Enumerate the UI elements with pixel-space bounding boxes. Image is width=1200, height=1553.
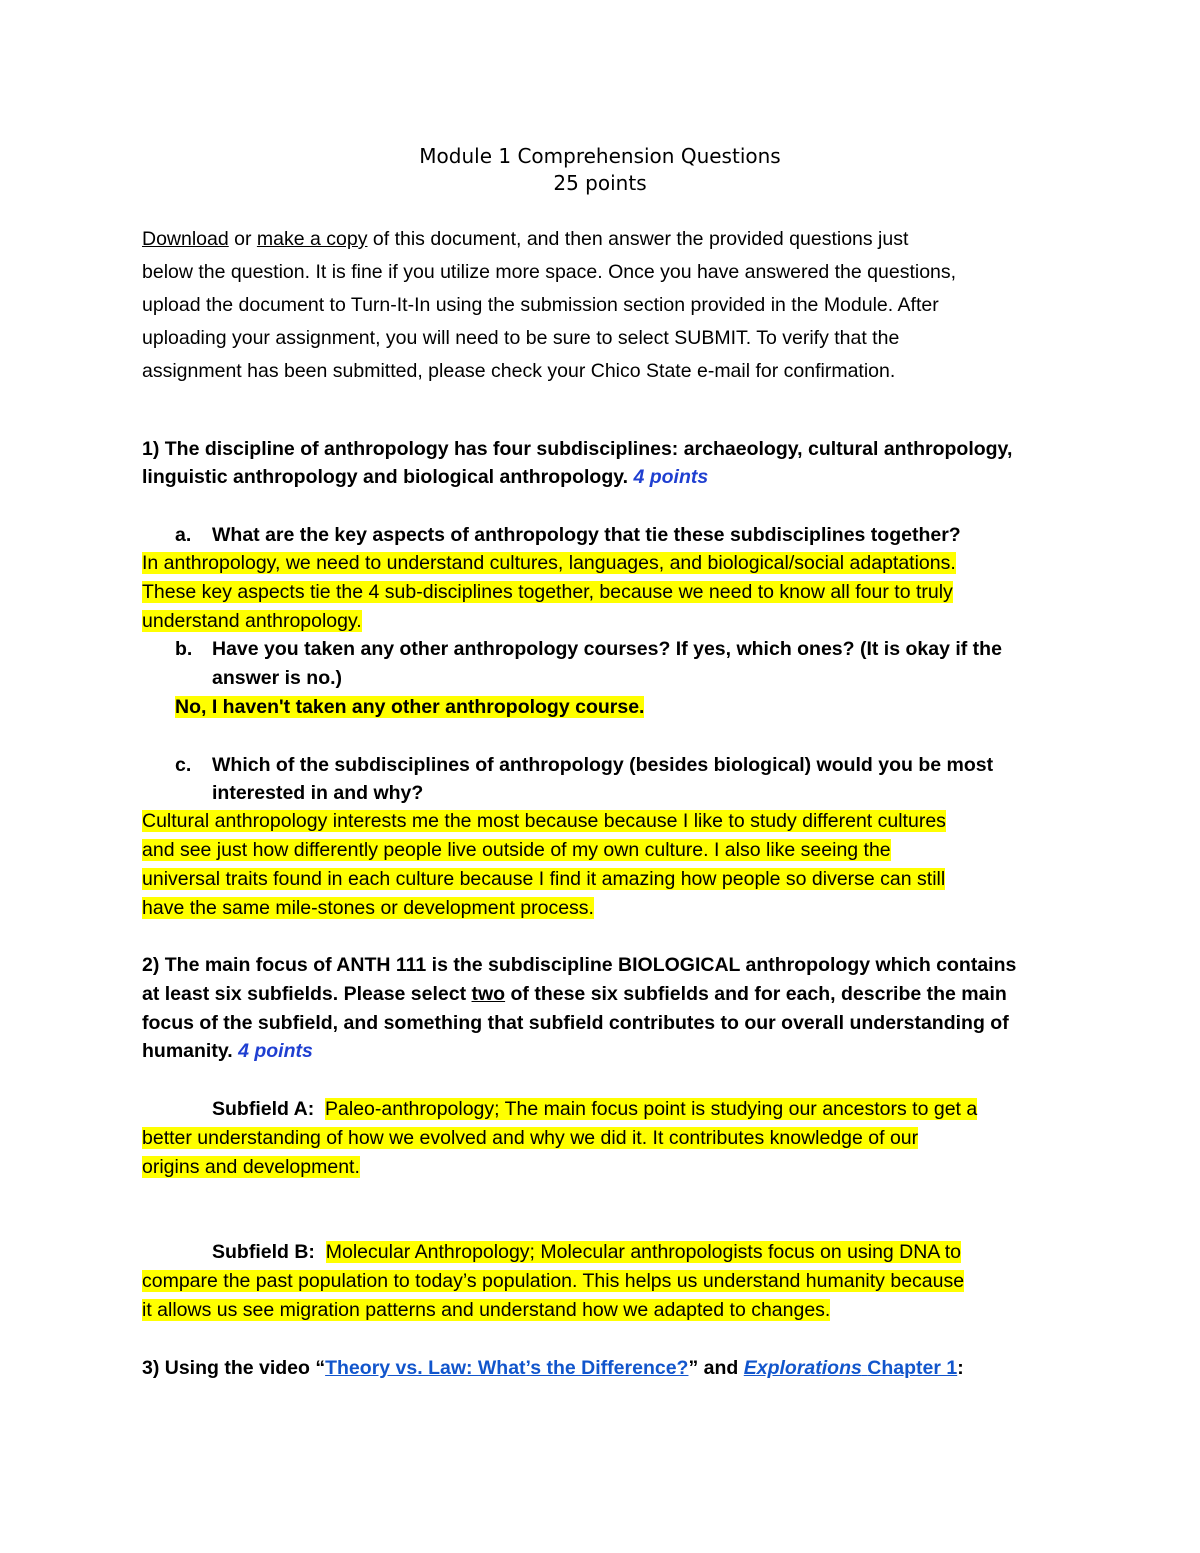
subfield-a-answer-text-2: better understanding of how we evolved and why we did it. It contributes knowledge of our [142,1127,919,1149]
q1a-answer-line-3 [142,608,362,634]
q1c-marker: c. [175,754,192,776]
q2-line-1: 2) The main focus of ANTH 111 is the subdiscipline BIOLOGICAL anthropology which contains [142,954,1017,976]
intro-line-4: uploading your assignment, you will need to be sure to select SUBMIT. To verify that the [142,327,900,349]
q2-line-3: focus of the subfield, and something that subfield contributes to our overall understanding of [142,1012,1009,1034]
q1b-answer-text: No, I haven't taken any other anthropology course. [175,696,645,718]
q3-line [142,1355,964,1381]
q1c-answer-text-2: and see just how differently people live outside of my own culture. I also like seeing the [142,839,891,861]
q1-line-1: 1) The discipline of anthropology has four subdisciplines: archaeology, cultural anthropology, [142,438,1013,460]
q1-line-2-text: linguistic anthropology and biological anthropology. [142,466,629,488]
q1a-marker: a. [175,524,192,546]
q1c-answer-text-3: universal traits found in each culture because I find it amazing how people so diverse can still [142,868,946,890]
q1b-question-line-1: Have you taken any other anthropology courses? If yes, which ones? (It is okay if the [212,638,1002,660]
download-link[interactable]: Download [142,228,229,250]
q1c-answer-line-3 [142,866,945,892]
intro-or: or [234,228,252,250]
q1a-answer-text-1: In anthropology, we need to understand cultures, languages, and biological/social adaptations. [142,552,956,574]
q2-subfield-a-line-1 [212,1096,977,1122]
q1-points: 4 points [633,466,709,488]
q1c-answer-line-2 [142,837,891,863]
subfield-b-answer-text-1: Molecular Anthropology; Molecular anthropologists focus on using DNA to [325,1241,961,1263]
q1c-answer-line-4 [142,895,594,921]
subfield-a-answer-text-1: Paleo-anthropology; The main focus point is studying our ancestors to get a [325,1098,978,1120]
q2-two-underlined: two [471,983,506,1005]
q1b-answer-line [175,694,644,720]
q3-mid: ” and [688,1357,739,1379]
q1a-answer-text-2: These key aspects tie the 4 sub-disciplines together, because we need to know all four to truly [142,581,953,603]
q1-line-2 [142,464,708,490]
q3-colon: : [957,1357,964,1379]
intro-line-2: below the question. It is fine if you utilize more space. Once you have answered the questions, [142,261,957,283]
intro-line-1-text: of this document, and then answer the provided questions just [372,228,909,250]
chapter-label: Chapter 1 [867,1357,958,1379]
make-a-copy-link[interactable]: make a copy [256,228,368,250]
q2-subfield-a-line-2 [142,1125,918,1151]
q2-line-4 [142,1038,313,1064]
q1c-question-line-1: Which of the subdisciplines of anthropology (besides biological) would you be most [212,754,994,776]
q2-line-2-post: of these six subfields and for each, describe the main [510,983,1007,1005]
q2-line-2-pre: at least six subfields. Please select [142,983,467,1005]
document-subtitle: 25 points [553,171,647,195]
subfield-b-answer-text-2: compare the past population to today’s population. This helps us understand humanity because [142,1270,965,1292]
q2-line-4-text: humanity. [142,1040,233,1062]
subfield-b-label: Subfield B: [212,1241,315,1263]
q1c-answer-text-4: have the same mile-stones or development process. [142,897,594,919]
q2-points: 4 points [238,1040,313,1062]
q2-subfield-a-line-3 [142,1154,360,1180]
intro-line-1 [142,226,908,252]
q1c-answer-line-1 [142,808,946,834]
q2-subfield-b-line-3 [142,1297,830,1323]
intro-line-5: assignment has been submitted, please check your Chico State e-mail for confirmation. [142,360,896,382]
q3-prefix: 3) Using the video “ [142,1357,326,1379]
explorations-chapter-link[interactable] [744,1357,957,1379]
q1a-answer-line-2 [142,579,953,605]
q1b-question-line-2: answer is no.) [212,667,343,689]
q2-subfield-b-line-1 [212,1239,961,1265]
intro-line-3: upload the document to Turn-It-In using the submission section provided in the Module. After [142,294,939,316]
explorations-title: Explorations [743,1357,862,1379]
document-title: Module 1 Comprehension Questions [419,144,781,168]
subfield-a-label: Subfield A: [212,1098,315,1120]
q1a-answer-text-3: understand anthropology. [142,610,362,632]
q1c-answer-text-1: Cultural anthropology interests me the most because because I like to study different cultures [142,810,946,832]
q1c-question-line-2: interested in and why? [212,782,424,804]
subfield-b-answer-text-3: it allows us see migration patterns and understand how we adapted to changes. [142,1299,831,1321]
q1a-question: What are the key aspects of anthropology that tie these subdisciplines together? [212,524,961,546]
subfield-a-answer-text-3: origins and development. [142,1156,360,1178]
q2-line-2 [142,981,1007,1007]
q1a-answer-line-1 [142,550,956,576]
q1b-marker: b. [175,638,193,660]
theory-vs-law-video-link[interactable]: Theory vs. Law: What’s the Difference? [325,1357,689,1379]
q2-subfield-b-line-2 [142,1268,964,1294]
